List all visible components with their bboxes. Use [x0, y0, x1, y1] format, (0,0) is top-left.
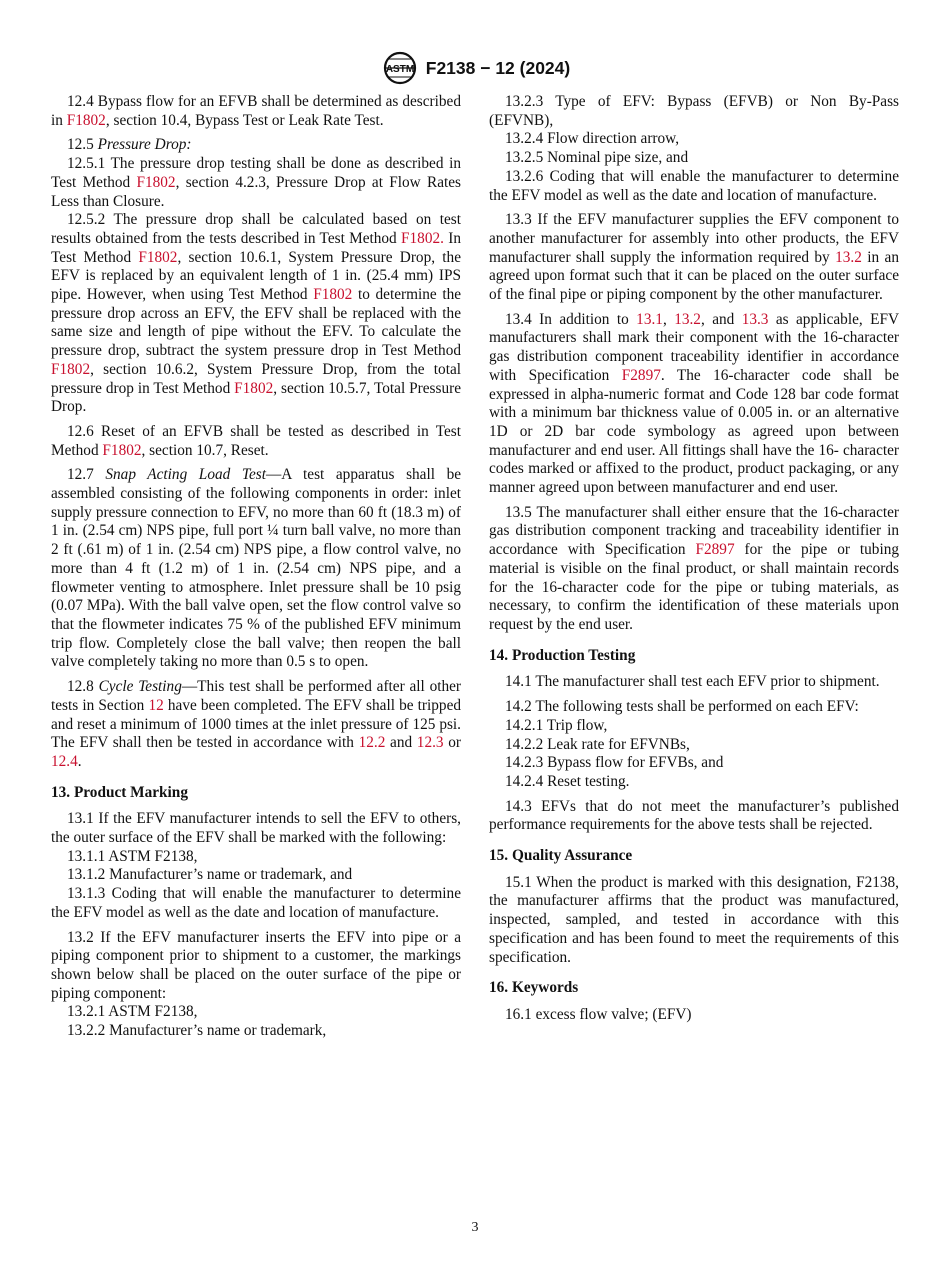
paragraph-14-2: 14.2 The following tests shall be performed on each EFV: [505, 698, 859, 716]
ref-link-13-3[interactable]: 13.3 [741, 310, 769, 328]
ref-link-f2897[interactable]: F2897 [695, 541, 735, 559]
paragraph-13-1: 13.1 If the EFV manufacturer intends to sell the EFV to others, the outer surface of the EFV shall be marked with the following: [51, 810, 461, 847]
document-designation: F2138 − 12 (2024) [425, 57, 571, 78]
ref-link-f1802[interactable]: F1802. [401, 229, 444, 247]
ref-link-f1802[interactable]: F1802 [66, 111, 106, 129]
paragraph-12-6: 12.6 Reset of an EFVB shall be tested as described in Test Method F1802, section 10.7, Reset. [51, 422, 461, 459]
ref-link-f1802[interactable]: F1802 [313, 286, 353, 304]
paragraph-13-5: 13.5 The manufacturer shall either ensure that the 16-character gas distribution component tracking and traceability identifier in accordance with Specification F2897 for the pipe or tubing material is visible on the final product, or shall maintain records for the 16-character code for the pipe or tubing materials, as necessary, to confirm the identification of these materials upon request by the end user. [489, 503, 899, 633]
paragraph-12-7: 12.7 Snap Acting Load Test—A test apparatus shall be assembled consisting of the following components in order: inlet supply pressure connection to EFV, no more than 60 ft (18.3 m) of 1 in. (2.54 cm) NPS pipe, full port ¼ turn ball valve, no more than 2 ft (.61 m) of 1 in. (2.54 cm) NPS pipe, a flow control valve, no more than 4 ft (1.2 m) of 1 in. (2.54 cm) NPS pipe, and a flowmeter venting to atmosphere. Inlet pressure shall be 10 psig (0.07 MPa). With the ball valve open, set the flow control valve so that the flowmeter indicates 75 % of the published EFV minimum trip flow. Completely close the ball valve; then reopen the ball valve completely taking no more than 0.5 s to open. [51, 466, 462, 671]
ref-link-12-3[interactable]: 12.3 [416, 734, 444, 752]
page-header [0, 50, 950, 86]
page-number: 3 [471, 1220, 479, 1235]
ref-link-f1802[interactable]: F1802 [138, 248, 178, 266]
paragraph-12-4: 12.4 Bypass flow for an EFVB shall be determined as described in F1802, section 10.4, Bypass Test or Leak Rate Test. [51, 93, 461, 129]
ref-link-f2897[interactable]: F2897 [621, 366, 661, 384]
paragraph-13-3: 13.3 If the EFV manufacturer supplies the EFV component to another manufacturer for assembly into other products, the EFV manufacturer shall supply the information required by 13.2 in an agreed upon format such that it can be placed on the outer surface of the final pipe or piping component by the other manufacturer. [489, 211, 899, 304]
paragraph-14-3: 14.3 EFVs that do not meet the manufacturer’s published performance requirements for the above tests shall be rejected. [489, 797, 899, 834]
ref-link-f1802[interactable]: F1802 [102, 441, 142, 459]
section-heading-15: 15. Quality Assurance [489, 847, 633, 865]
paragraph-14-2-4: 14.2.4 Reset testing. [505, 772, 630, 790]
ref-link-12-4[interactable]: 12.4 [51, 752, 78, 770]
section-heading-14: 14. Production Testing [489, 646, 636, 664]
paragraph-12-5-2: 12.5.2 The pressure drop shall be calculated based on test results obtained from the tests described in Test Method F1802. In Test Method F1802, section 10.6.1, System Pressure Drop, the EFV is replaced by an equivalent length of 1 in. (25.4 mm) IPS pipe. However, when using Test Method F1802 to determine the pressure drop across an EFV, the EFV shall be replaced with the same size and length of pipe without the EFV. To calculate the pressure drop, subtract the system pressure drop in Test Method F1802, section 10.6.2, System Pressure Drop, from the total pressure drop in Test Method F1802, section 10.5.7, Total Pressure Drop. [51, 211, 462, 416]
paragraph-13-2: 13.2 If the EFV manufacturer inserts the EFV into pipe or a piping component prior to shipment to a customer, the markings shown below shall be placed on the outer surface of the pipe or piping component: [51, 928, 461, 1002]
ref-link-13-1[interactable]: 13.1 [636, 310, 663, 328]
paragraph-14-1: 14.1 The manufacturer shall test each EFV prior to shipment. [505, 673, 880, 691]
paragraph-13-2-1: 13.2.1 ASTM F2138, [67, 1003, 198, 1021]
paragraph-14-2-2: 14.2.2 Leak rate for EFVNBs, [505, 735, 690, 753]
paragraph-14-2-1: 14.2.1 Trip flow, [505, 716, 608, 734]
paragraph-13-2-4: 13.2.4 Flow direction arrow, [505, 130, 680, 148]
paragraph-13-2-6: 13.2.6 Coding that will enable the manufacturer to determine the EFV model as well as the date and location of manufacture. [489, 167, 899, 204]
section-heading-13: 13. Product Marking [51, 783, 188, 801]
ref-link-section-12[interactable]: 12 [148, 696, 164, 714]
left-column [51, 93, 461, 1041]
paragraph-13-4: 13.4 In addition to 13.1, 13.2, and 13.3 as applicable, EFV manufacturers shall mark their component with the 16-character gas distribution component traceability identifier in accordance with Specification F2897. The 16-character code shall be expressed in alpha-numeric format and Code 128 bar code format with a minimum bar thickness value of 0.005 in. or an alternative 1D or 2D bar code symbology as agreed upon between manufacturer and end user. All fittings shall have the 16- character codes marked or affixed to the product, product packaging, or any manner agreed upon between manufacturer and end user. [489, 310, 899, 497]
right-column [489, 93, 899, 1031]
svg-text:ASTM: ASTM [385, 64, 414, 75]
ref-link-13-2[interactable]: 13.2 [835, 248, 862, 266]
ref-link-13-2[interactable]: 13.2 [674, 310, 701, 328]
ref-link-f1802[interactable]: F1802 [51, 360, 91, 378]
paragraph-13-1-3: 13.1.3 Coding that will enable the manufacturer to determine the EFV model as well as the date and location of manufacture. [51, 885, 461, 921]
paragraph-12-5: 12.5 Pressure Drop: [67, 136, 192, 154]
paragraph-12-8: 12.8 Cycle Testing—This test shall be performed after all other tests in Section 12 have been completed. The EFV shall be tripped and reset a minimum of 1000 times at the inlet pressure of 125 psi. The EFV shall then be tested in accordance with 12.2 and 12.3 or 12.4. [51, 678, 462, 770]
paragraph-12-5-1: 12.5.1 The pressure drop testing shall be done as described in Test Method F1802, section 4.2.3, Pressure Drop at Flow Rates Less than Closure. [51, 155, 461, 210]
paragraph-15-1: 15.1 When the product is marked with this designation, F2138, the manufacturer affirms that the product was manufactured, inspected, sampled, and tested in accordance with this specification and has been found to meet the requirements of this specification. [489, 873, 899, 966]
paragraph-13-2-2: 13.2.2 Manufacturer’s name or trademark, [67, 1022, 327, 1040]
section-heading-16: 16. Keywords [489, 979, 579, 997]
paragraph-16-1: 16.1 excess flow valve; (EFV) [505, 1005, 692, 1023]
paragraph-13-2-5: 13.2.5 Nominal pipe size, and [505, 149, 689, 167]
ref-link-f1802[interactable]: F1802 [136, 173, 176, 191]
ref-link-12-2[interactable]: 12.2 [358, 734, 386, 752]
astm-logo-icon [380, 51, 420, 85]
paragraph-13-1-1: 13.1.1 ASTM F2138, [67, 847, 198, 865]
ref-link-f1802[interactable]: F1802 [234, 379, 274, 397]
paragraph-14-2-3: 14.2.3 Bypass flow for EFVBs, and [505, 754, 724, 772]
paragraph-13-2-3: 13.2.3 Type of EFV: Bypass (EFVB) or Non By-Pass (EFVNB), [489, 93, 899, 129]
paragraph-13-1-2: 13.1.2 Manufacturer’s name or trademark, and [67, 866, 353, 884]
